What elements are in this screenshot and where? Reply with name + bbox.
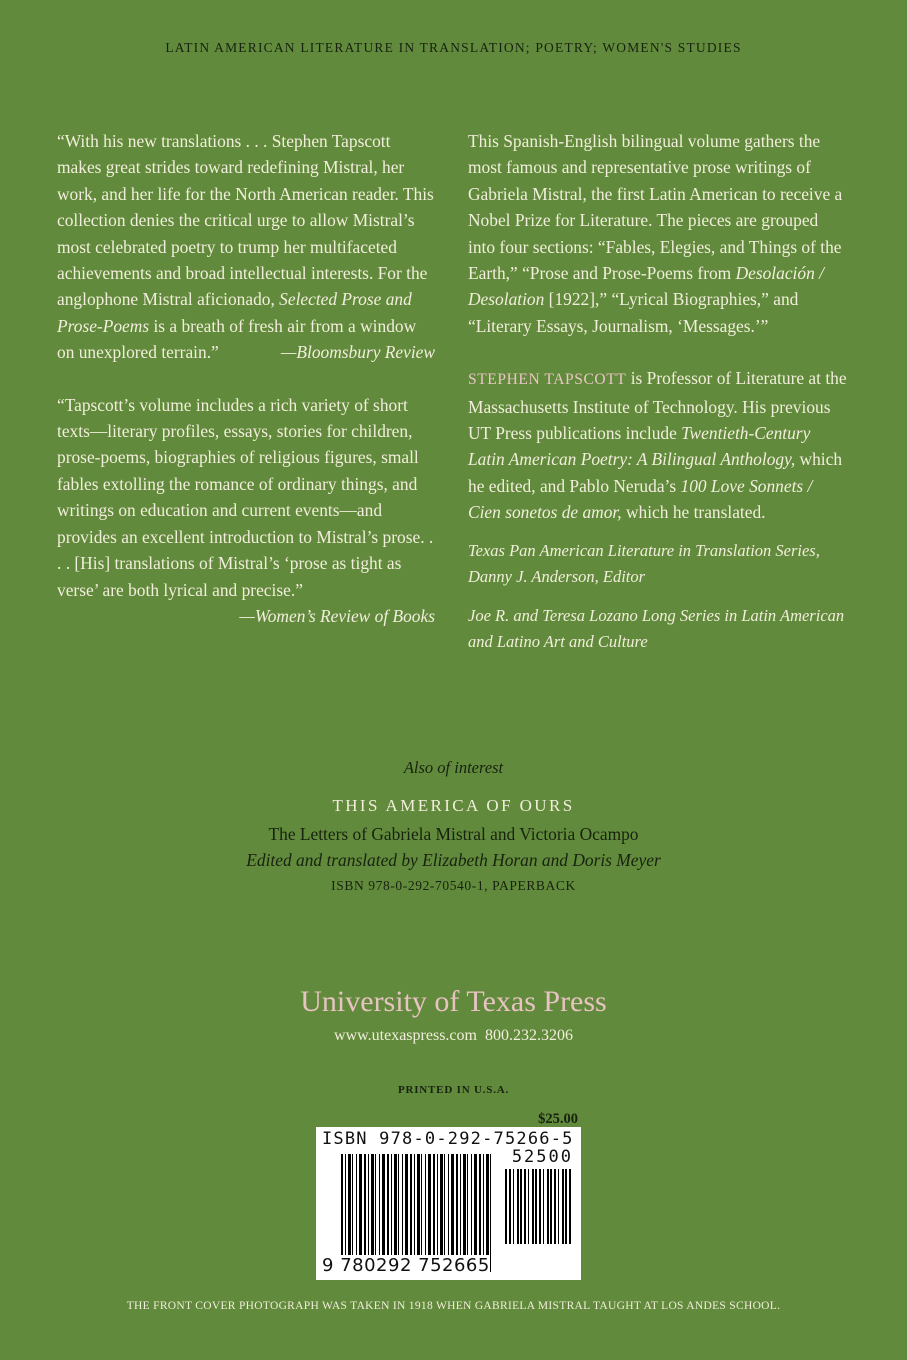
publisher-contact bbox=[0, 1027, 907, 1045]
barcode-ean-digits: 9 780292 752665 bbox=[322, 1255, 490, 1276]
publisher-website: www.utexaspress.com bbox=[334, 1027, 477, 1044]
subject-categories: LATIN AMERICAN LITERATURE IN TRANSLATION; POETRY; WOMEN'S STUDIES bbox=[165, 40, 742, 55]
related-book-title: THIS AMERICA OF OURS bbox=[332, 796, 575, 815]
isbn-barcode bbox=[316, 1127, 581, 1280]
barcode-addon-bars-icon bbox=[505, 1169, 571, 1244]
blurb-attribution: —Bloomsbury Review bbox=[280, 342, 435, 363]
author-bio: STEPHEN TAPSCOTT is Professor of Literature at the Massachusetts Institute of Technology. His previous UT Press publications include Twentieth-Century Latin American Poetry: A Bilingual Anthology, which he edited, and Pablo Neruda’s 100 Love Sonnets / Cien sonetos de amor, which he translated. bbox=[468, 368, 847, 523]
author-name: STEPHEN TAPSCOTT bbox=[468, 371, 627, 389]
related-book-isbn: ISBN 978-0-292-70540-1, PAPERBACK bbox=[331, 878, 576, 893]
barcode-isbn-text: ISBN 978-0-292-75266-5 bbox=[322, 1129, 574, 1149]
barcode-price-code: 52500 bbox=[511, 1147, 573, 1167]
also-of-interest-label: Also of interest bbox=[403, 758, 504, 777]
related-book-subtitle: The Letters of Gabriela Mistral and Victoria Ocampo bbox=[268, 824, 639, 844]
series-item: Joe R. and Teresa Lozano Long Series in Latin American and Latino Art and Culture bbox=[468, 605, 845, 651]
series-item: Texas Pan American Literature in Translation Series, Danny J. Anderson, Editor bbox=[468, 540, 820, 587]
related-book-editors: Edited and translated by Elizabeth Horan and Doris Meyer bbox=[246, 850, 661, 870]
publisher-name: University of Texas Press bbox=[300, 985, 607, 1018]
publisher-phone: 800.232.3206 bbox=[484, 1027, 573, 1044]
description-column bbox=[468, 128, 848, 655]
book-description: This Spanish-English bilingual volume gathers the most famous and representative prose writings of Gabriela Mistral, the first Latin American to receive a Nobel Prize for Literature. The pieces are grouped into four sections: “Fables, Elegies, and Things of the Earth,” “Prose and Prose-Poems from Desolación / Desolation [1922],” “Lyrical Biographies,” and “Literary Essays, Journalism, ‘Messages.’” bbox=[468, 131, 843, 336]
series-list bbox=[468, 538, 848, 656]
price-label: $25.00 bbox=[538, 1111, 578, 1127]
printed-in: PRINTED IN U.S.A. bbox=[397, 1084, 510, 1096]
blurbs-column bbox=[57, 128, 435, 629]
blurb-bloomsbury: “With his new translations . . . Stephen Tapscott makes great strides toward redefining Mistral, her work, and her life for the North American reader. This collection denies the critical urge to allow Mistral’s most celebrated poetry to trump her multifaceted achievements and broad intellectual interests. For the anglophone Mistral aficionado, Selected Prose and Prose-Poems is a breath of fresh air from a window on unexplored terrain.” —Bloomsbury Review bbox=[57, 128, 435, 366]
blurb-womens-review: “Tapscott’s volume includes a rich variety of short texts—literary profiles, essays, stories for children, prose-poems, biographies of religious figures, small fables extolling the romance of ordinary things, and writings on education and current events—and provides an excellent introduction to Mistral’s prose. . . . [His] translations of Mistral’s ‘prose as tight as verse’ are both lyrical and precise.” bbox=[57, 394, 434, 600]
book-title: Selected Prose and Prose-Poems bbox=[57, 289, 412, 336]
cover-photo-caption: THE FRONT COVER PHOTOGRAPH WAS TAKEN IN 1918 WHEN GABRIELA MISTRAL TAUGHT AT LOS ANDES SCHOOL. bbox=[126, 1300, 781, 1312]
blurb-attribution: —Women’s Review of Books bbox=[239, 605, 435, 626]
